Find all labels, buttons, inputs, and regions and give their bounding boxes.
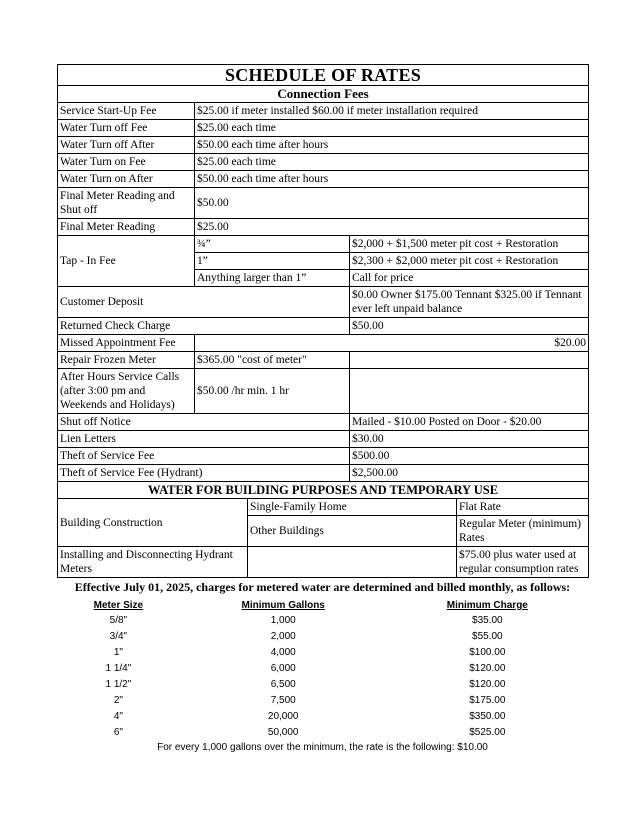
fee-value: Mailed - $10.00 Posted on Door - $20.00 (350, 414, 589, 431)
fee-label: Returned Check Charge (58, 318, 350, 335)
table-row (58, 219, 589, 236)
fee-label: Theft of Service Fee (58, 448, 350, 465)
meter-size-cell: 5/8" (109, 614, 128, 626)
table-row (58, 103, 589, 120)
minimum-gallons-cell: 7,500 (270, 694, 296, 706)
meter-size-header: Meter Size (93, 600, 144, 611)
section-building-purposes: WATER FOR BUILDING PURPOSES AND TEMPORARY USE (58, 482, 589, 499)
rate-schedule-page (57, 64, 588, 753)
table-row (57, 708, 588, 724)
fee-value: $2,500.00 (350, 465, 589, 482)
fee-label: Final Meter Reading and Shut off (58, 188, 195, 219)
minimum-charge-cell: $525.00 (469, 726, 506, 738)
tap-in-size: Anything larger than 1” (195, 270, 350, 287)
rates-table (57, 64, 589, 578)
meter-size-cell: 1" (113, 646, 123, 658)
table-row (58, 137, 589, 154)
minimum-charge-cell: $35.00 (472, 614, 503, 626)
effective-date-statement: Effective July 01, 2025, charges for metered water are determined and billed monthly, as follows: (74, 580, 571, 594)
tap-in-label: Tap - In Fee (58, 236, 195, 287)
minimum-gallons-cell: 6,500 (270, 678, 296, 690)
fee-label: Service Start-Up Fee (58, 103, 195, 120)
regular-meter-value: Regular Meter (minimum) Rates (457, 516, 589, 547)
fee-value: $30.00 (350, 431, 589, 448)
fee-label: Final Meter Reading (58, 219, 195, 236)
table-row (58, 465, 589, 482)
overage-rate-note: For every 1,000 gallons over the minimum, the rate is the following: $10.00 (157, 742, 488, 753)
hydrant-value: $75.00 plus water used at regular consumption rates (457, 547, 589, 578)
fee-label: After Hours Service Calls (after 3:00 pm and Weekends and Holidays) (58, 369, 195, 414)
table-row (58, 171, 589, 188)
page-title: SCHEDULE OF RATES (58, 65, 589, 86)
minimum-charge-cell: $175.00 (469, 694, 506, 706)
minimum-charge-cell: $100.00 (469, 646, 506, 658)
minimum-charge-header: Minimum Charge (446, 600, 528, 611)
fee-value: $25.00 each time (195, 154, 589, 171)
tap-in-size: ¾” (195, 236, 350, 253)
other-buildings-label: Other Buildings (248, 516, 457, 547)
table-row (58, 120, 589, 137)
table-row (58, 335, 589, 352)
meter-size-cell: 3/4" (109, 630, 128, 642)
table-row (58, 448, 589, 465)
fee-label: Water Turn off Fee (58, 120, 195, 137)
minimum-gallons-header: Minimum Gallons (241, 600, 325, 611)
fee-label: Missed Appointment Fee (58, 335, 195, 352)
table-row (58, 352, 589, 369)
table-row (57, 628, 588, 644)
table-row (58, 287, 589, 318)
minimum-gallons-cell: 2,000 (270, 630, 296, 642)
fee-label: Repair Frozen Meter (58, 352, 195, 369)
table-row (58, 369, 589, 414)
hydrant-label: Installing and Disconnecting Hydrant Meters (58, 547, 248, 578)
table-row (58, 499, 589, 516)
fee-value: $50.00 /hr min. 1 hr (195, 369, 350, 414)
table-row (58, 236, 589, 253)
table-row (58, 154, 589, 171)
fee-label: Lien Letters (58, 431, 350, 448)
minimum-gallons-cell: 50,000 (267, 726, 299, 738)
minimum-charge-cell: $120.00 (469, 678, 506, 690)
fee-label: Water Turn on After (58, 171, 195, 188)
table-row (58, 414, 589, 431)
table-row (58, 431, 589, 448)
table-row (58, 318, 589, 335)
fee-value: $50.00 each time after hours (195, 137, 589, 154)
meter-size-cell: 2" (113, 694, 123, 706)
table-row (57, 724, 588, 740)
tap-in-price: $2,300 + $2,000 meter pit cost + Restoration (350, 253, 589, 270)
table-row (57, 692, 588, 708)
meter-size-cell: 4" (113, 710, 123, 722)
fee-label: Water Turn on Fee (58, 154, 195, 171)
fee-value: $50.00 (350, 318, 589, 335)
flat-rate-value: Flat Rate (457, 499, 589, 516)
minimum-gallons-cell: 1,000 (270, 614, 296, 626)
tap-in-size: 1” (195, 253, 350, 270)
fee-value: $365.00 "cost of meter" (195, 352, 350, 369)
fee-value: $0.00 Owner $175.00 Tennant $325.00 if Tennant ever left unpaid balance (350, 287, 589, 318)
table-row (57, 612, 588, 628)
minimum-charge-cell: $120.00 (469, 662, 506, 674)
minimum-charge-cell: $55.00 (472, 630, 503, 642)
table-row (58, 188, 589, 219)
fee-label: Shut off Notice (58, 414, 350, 431)
fee-value: $25.00 (195, 219, 589, 236)
fee-label: Water Turn off After (58, 137, 195, 154)
tap-in-price: $2,000 + $1,500 meter pit cost + Restoration (350, 236, 589, 253)
building-construction-label: Building Construction (58, 499, 248, 547)
fee-value: $500.00 (350, 448, 589, 465)
minimum-gallons-cell: 4,000 (270, 646, 296, 658)
fee-value: $20.00 (195, 335, 589, 352)
table-row (57, 660, 588, 676)
tap-in-price: Call for price (350, 270, 589, 287)
meter-charges-table (57, 599, 588, 740)
table-row (57, 676, 588, 692)
single-family-label: Single-Family Home (248, 499, 457, 516)
meter-size-cell: 6" (113, 726, 123, 738)
fee-value: $50.00 (195, 188, 589, 219)
empty-cell (350, 369, 589, 414)
table-row (57, 644, 588, 660)
empty-cell (248, 547, 457, 578)
table-row (58, 547, 589, 578)
section-connection-fees: Connection Fees (58, 86, 589, 103)
minimum-gallons-cell: 20,000 (267, 710, 299, 722)
meter-size-cell: 1 1/4" (105, 662, 132, 674)
minimum-charge-cell: $350.00 (469, 710, 506, 722)
minimum-gallons-cell: 6,000 (270, 662, 296, 674)
fee-value: $50.00 each time after hours (195, 171, 589, 188)
fee-label: Theft of Service Fee (Hydrant) (58, 465, 350, 482)
fee-value: $25.00 each time (195, 120, 589, 137)
fee-label: Customer Deposit (58, 287, 350, 318)
fee-value: $25.00 if meter installed $60.00 if meter installation required (195, 103, 589, 120)
empty-cell (350, 352, 589, 369)
meter-size-cell: 1 1/2" (105, 678, 132, 690)
